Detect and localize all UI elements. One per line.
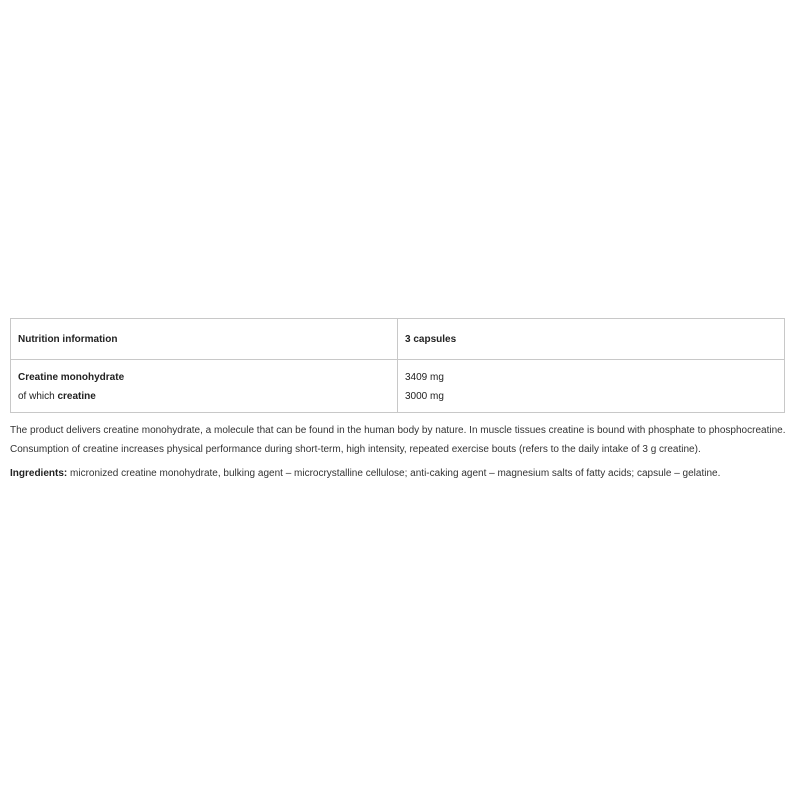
nutrient-names-cell <box>11 360 398 413</box>
description-line: The product delivers creatine monohydrate, a molecule that can be found in the human body by nature. In muscle tissues creatine is bound with phosphate to phosphocreatine. <box>10 425 786 436</box>
description-line: Consumption of creatine increases physical performance during short-term, high intensity, repeated exercise bouts (refers to the daily intake of 3 g creatine). <box>10 444 701 455</box>
table-header-row <box>11 319 785 360</box>
nutrient-value: 3409 mg <box>405 372 444 383</box>
product-description <box>10 421 795 459</box>
ingredients-paragraph <box>10 464 795 483</box>
nutrient-prefix: of which <box>18 391 58 402</box>
table-row <box>11 360 785 413</box>
serving-size-header: 3 capsules <box>398 319 785 360</box>
ingredients-label: Ingredients: <box>10 468 68 479</box>
nutrient-name-creatine <box>18 387 390 406</box>
nutrient-label: creatine <box>57 391 96 402</box>
nutrition-info-header: Nutrition information <box>11 319 398 360</box>
nutrient-label: Creatine monohydrate <box>18 372 125 383</box>
ingredients-text: micronized creatine monohydrate, bulking agent – microcrystalline cellulose; anti-caking agent – magnesium salts of fatty acids; capsule – gelatine. <box>67 468 721 479</box>
nutrient-name-creatine-monohydrate <box>18 368 390 387</box>
nutrient-values-cell <box>398 360 785 413</box>
nutrition-table <box>10 318 785 413</box>
nutrient-value: 3000 mg <box>405 391 444 402</box>
